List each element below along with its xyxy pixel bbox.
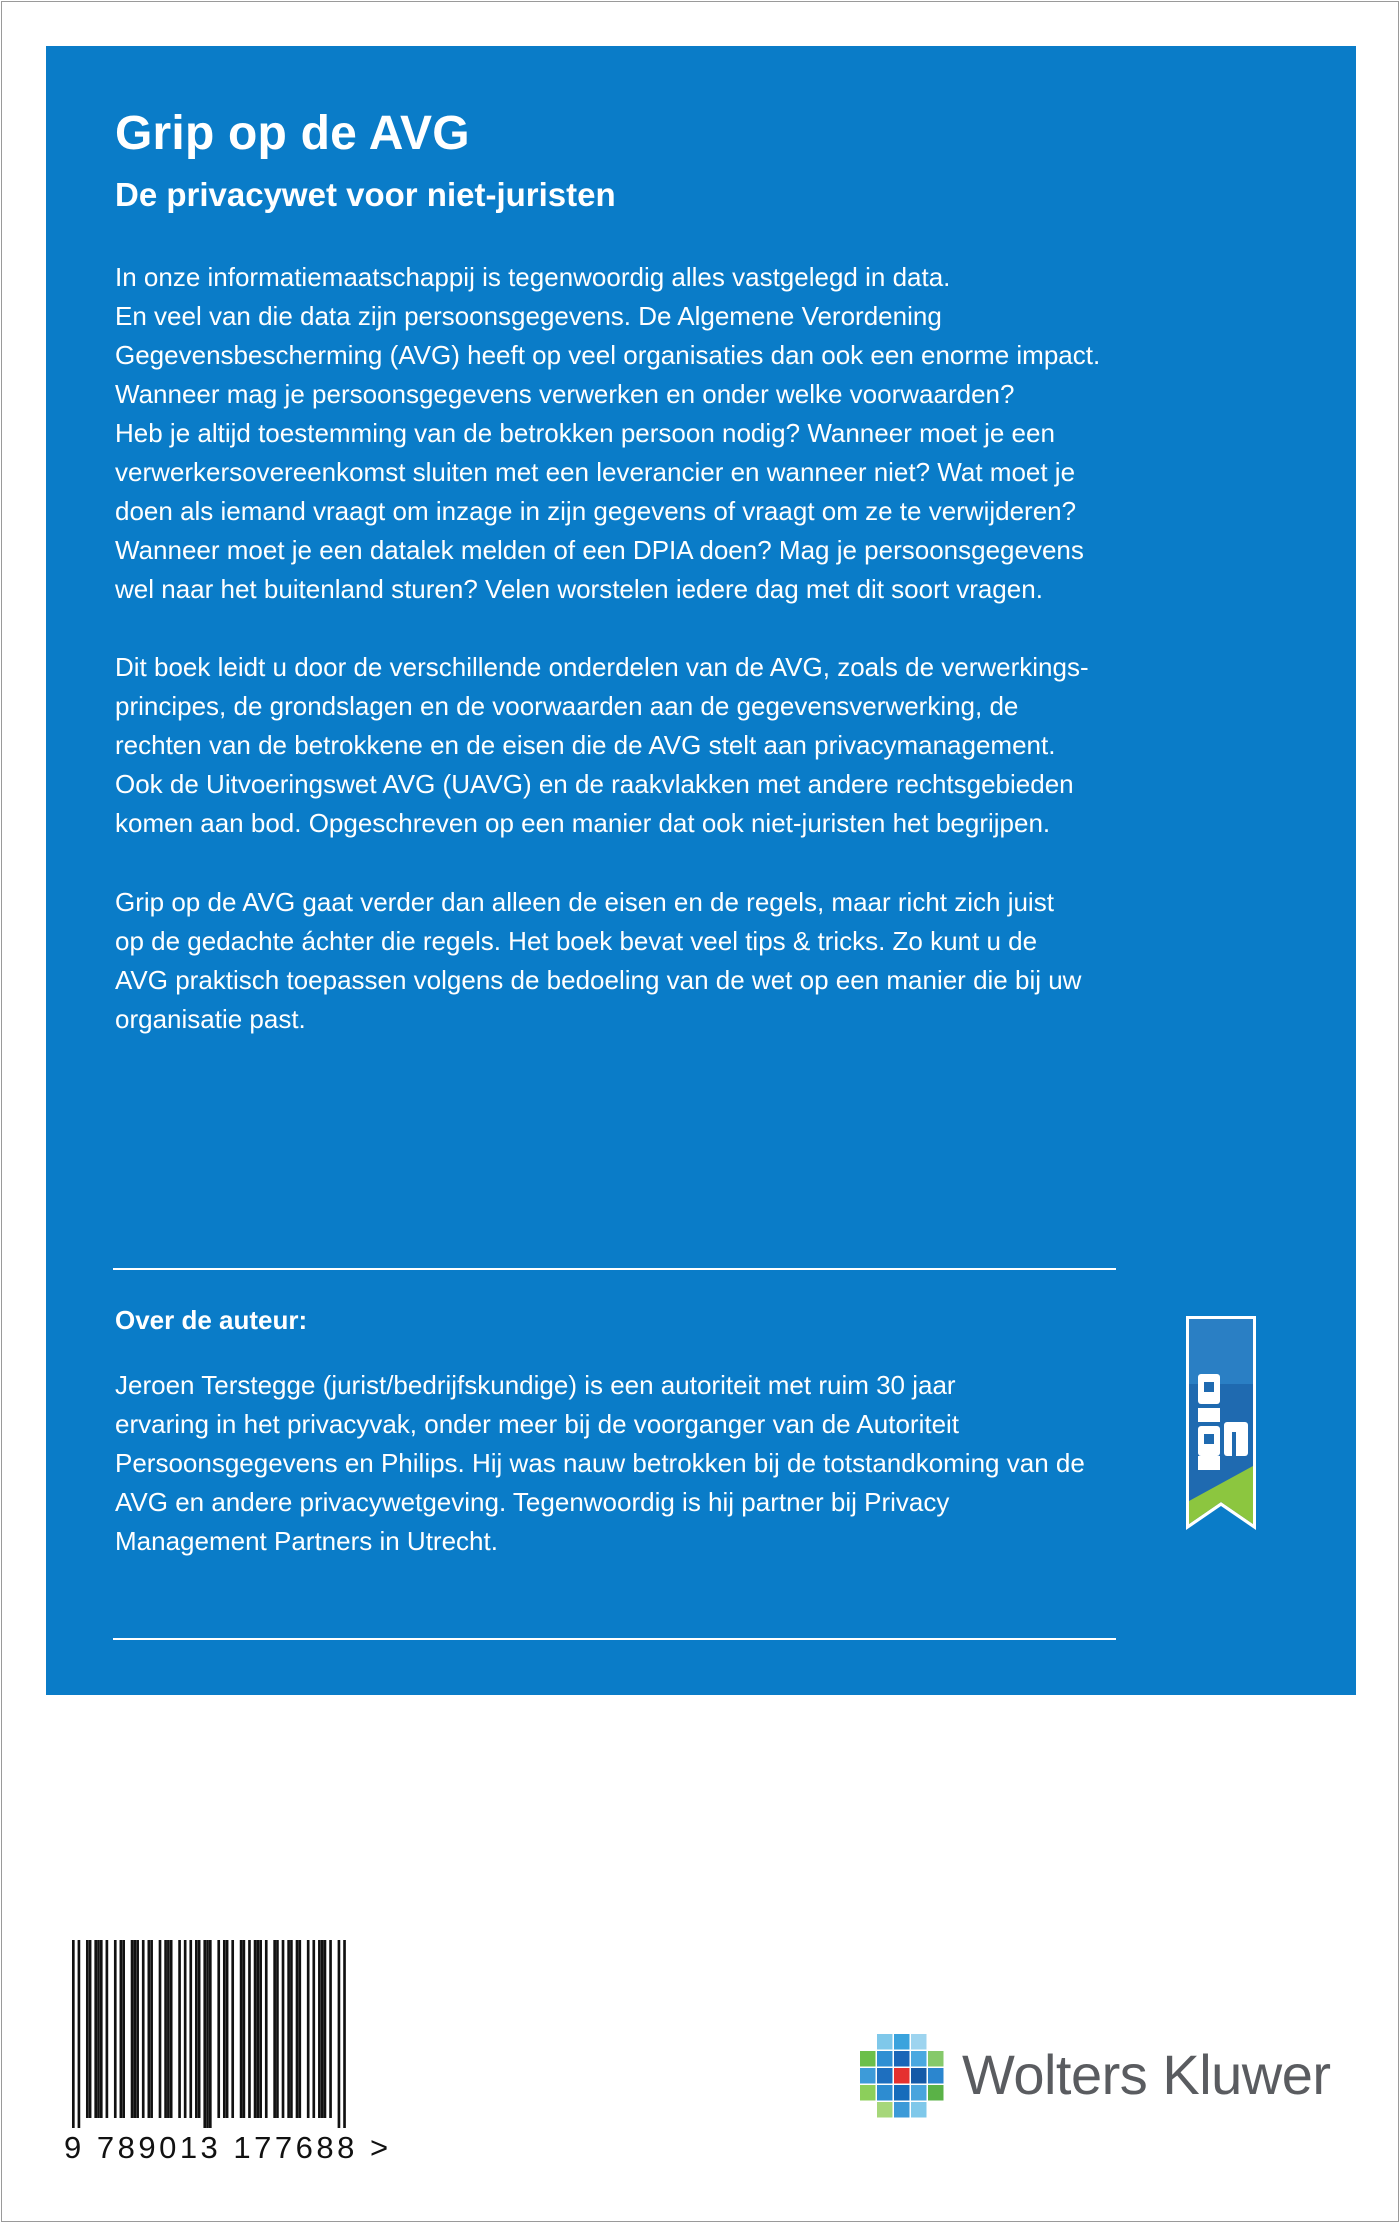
wk-mosaic-tile [911,2068,927,2084]
barcode-bar [86,1940,89,2118]
barcode-bar [324,1940,327,2118]
barcode-bar [142,1940,145,2118]
barcode-bar [296,1940,299,2118]
barcode-bar [226,1940,229,2118]
barcode-bar [290,1940,293,2118]
barcode-bar [100,1940,103,2118]
barcode-bar [223,1940,226,2118]
barcode-bar [206,1940,209,2128]
barcode-bar [217,1940,220,2118]
barcode-bar [195,1940,198,2118]
wk-mosaic-tile [928,2051,944,2067]
barcode-bar [231,1940,234,2118]
barcode-bar [203,1940,206,2128]
barcode-bar [159,1940,162,2118]
barcode-bar [150,1940,153,2118]
wk-mosaic-tile [877,2051,893,2067]
wk-mosaic-tile [894,2068,910,2084]
author-bio: Jeroen Terstegge (jurist/bedrijfskundige) is een autoriteit met ruim 30 jaar ervaring in het privacyvak, onder meer bij de voorganger van de Autoriteit Persoonsgegevens en Philips. Hij was nauw betrokken bij de totstandkoming van de AVG en andere privacywetgeving. Tegenwoordig is hij partner bij Privacy Management Partners in Utrecht. [115,1370,1085,1556]
wk-mosaic-tile [928,2068,944,2084]
barcode-bar [240,1940,243,2118]
barcode-bar [329,1940,332,2118]
barcode-bar [259,1940,262,2118]
divider-top [113,1268,1116,1270]
barcode-bar [318,1940,321,2118]
wk-mosaic-tile [928,2085,944,2101]
barcode-bar [273,1940,276,2118]
barcode-bar [321,1940,324,2118]
author-heading: Over de auteur: [115,1305,308,1335]
description-paragraph-3: Grip op de AVG gaat verder dan alleen de eisen en de regels, maar richt zich juist op de gedachte áchter die regels. Het boek bevat veel tips & tricks. Zo kunt u de AVG praktisch toepassen volgens de bedoeling van de wet op een manier die bij uw organisatie past. [115,887,1082,1034]
barcode-bar [78,1940,81,2128]
barcode-bar [89,1940,92,2118]
publisher-logo [858,2032,1358,2132]
wolters-kluwer-mosaic-icon [858,2032,948,2122]
wk-mosaic-tile [860,2051,876,2067]
barcode-bar [178,1940,181,2118]
barcode-bar [164,1940,167,2118]
publisher-name: Wolters Kluwer [962,2043,1331,2106]
barcode-bar [167,1940,170,2118]
barcode-bar [134,1940,137,2118]
barcode-bar [198,1940,201,2118]
barcode-bars-icon [72,1940,346,2128]
barcode-bar [120,1940,123,2118]
wk-mosaic-tile [860,2068,876,2084]
barcode-bar [72,1940,75,2128]
barcode-bar [122,1940,125,2118]
description-paragraph-1: In onze informatiemaatschappij is tegenwoordig alles vastgelegd in data. En veel van die data zijn persoonsgegevens. De Algemene Verordening Gegevensbescherming (AVG) heeft op veel organisaties dan ook een enorme impact. Wanneer mag je persoonsgegevens verwerken en onder welke voorwaarden? Heb je altijd toestemming van de betrokken persoon nodig? Wanneer moet je een verwerkersovereenkomst sluiten met een leverancier en wanneer niet? Wat moet je doen als iemand vraagt om inzage in zijn gegevens of vraagt om ze te verwijderen? Wanneer moet je een datalek melden of een DPIA doen? Mag je persoonsgegevens wel naar het buitenland sturen? Velen worstelen iedere dag met dit soort vragen. [115,262,1101,604]
wk-mosaic-tile [877,2068,893,2084]
wk-mosaic-tile [894,2034,910,2050]
barcode-bar [114,1940,117,2118]
barcode-bar [287,1940,290,2118]
wk-mosaic-tile [911,2102,927,2118]
barcode-digits: 9 789013 177688 > [64,2130,392,2165]
wk-mosaic-tile [877,2102,893,2118]
barcode-bar [94,1940,97,2118]
barcode-bar [209,1940,212,2128]
barcode-bar [338,1940,341,2128]
barcode-bar [184,1940,187,2118]
barcode-bar [136,1940,139,2118]
wk-mosaic-tile [894,2102,910,2118]
barcode-bar [276,1940,279,2118]
wk-mosaic-tile [894,2051,910,2067]
barcode-bar [131,1940,134,2118]
barcode-bar [97,1940,100,2118]
book-subtitle: De privacywet voor niet-juristen [115,176,616,213]
isbn-barcode [64,1940,392,2172]
barcode-bar [312,1940,315,2118]
wk-mosaic-tile [894,2085,910,2101]
barcode-bar [147,1940,150,2118]
wk-mosaic-tile [911,2051,927,2067]
ppm-ribbon-logo-icon [1186,1316,1256,1530]
barcode-bar [343,1940,346,2128]
barcode-bar [243,1940,246,2118]
barcode-bar [106,1940,109,2118]
barcode-bar [170,1940,173,2118]
book-title: Grip op de AVG [115,107,470,160]
barcode-bar [189,1940,192,2118]
wk-mosaic-tile [911,2034,927,2050]
barcode-bar [248,1940,251,2118]
barcode-bar [257,1940,260,2118]
wk-mosaic-tile [911,2085,927,2101]
divider-bottom [113,1638,1116,1640]
description-paragraph-2: Dit boek leidt u door de verschillende onderdelen van de AVG, zoals de verwerkings- principes, de grondslagen en de voorwaarden aan de gegevensverwerking, de rechten van de betrokkene en de eisen die de AVG stelt aan privacymanagement. Ook de Uitvoeringswet AVG (UAVG) en de raakvlakken met andere rechtsgebieden komen aan bod. Opgeschreven op een manier dat ook niet-juristen het begrijpen. [115,652,1089,838]
barcode-bar [307,1940,310,2118]
barcode-bar [265,1940,268,2118]
wk-mosaic-tile [860,2085,876,2101]
barcode-bar [282,1940,285,2118]
wk-mosaic-tile [877,2085,893,2101]
barcode-bar [254,1940,257,2118]
wk-mosaic-tile [877,2034,893,2050]
barcode-bar [298,1940,301,2118]
